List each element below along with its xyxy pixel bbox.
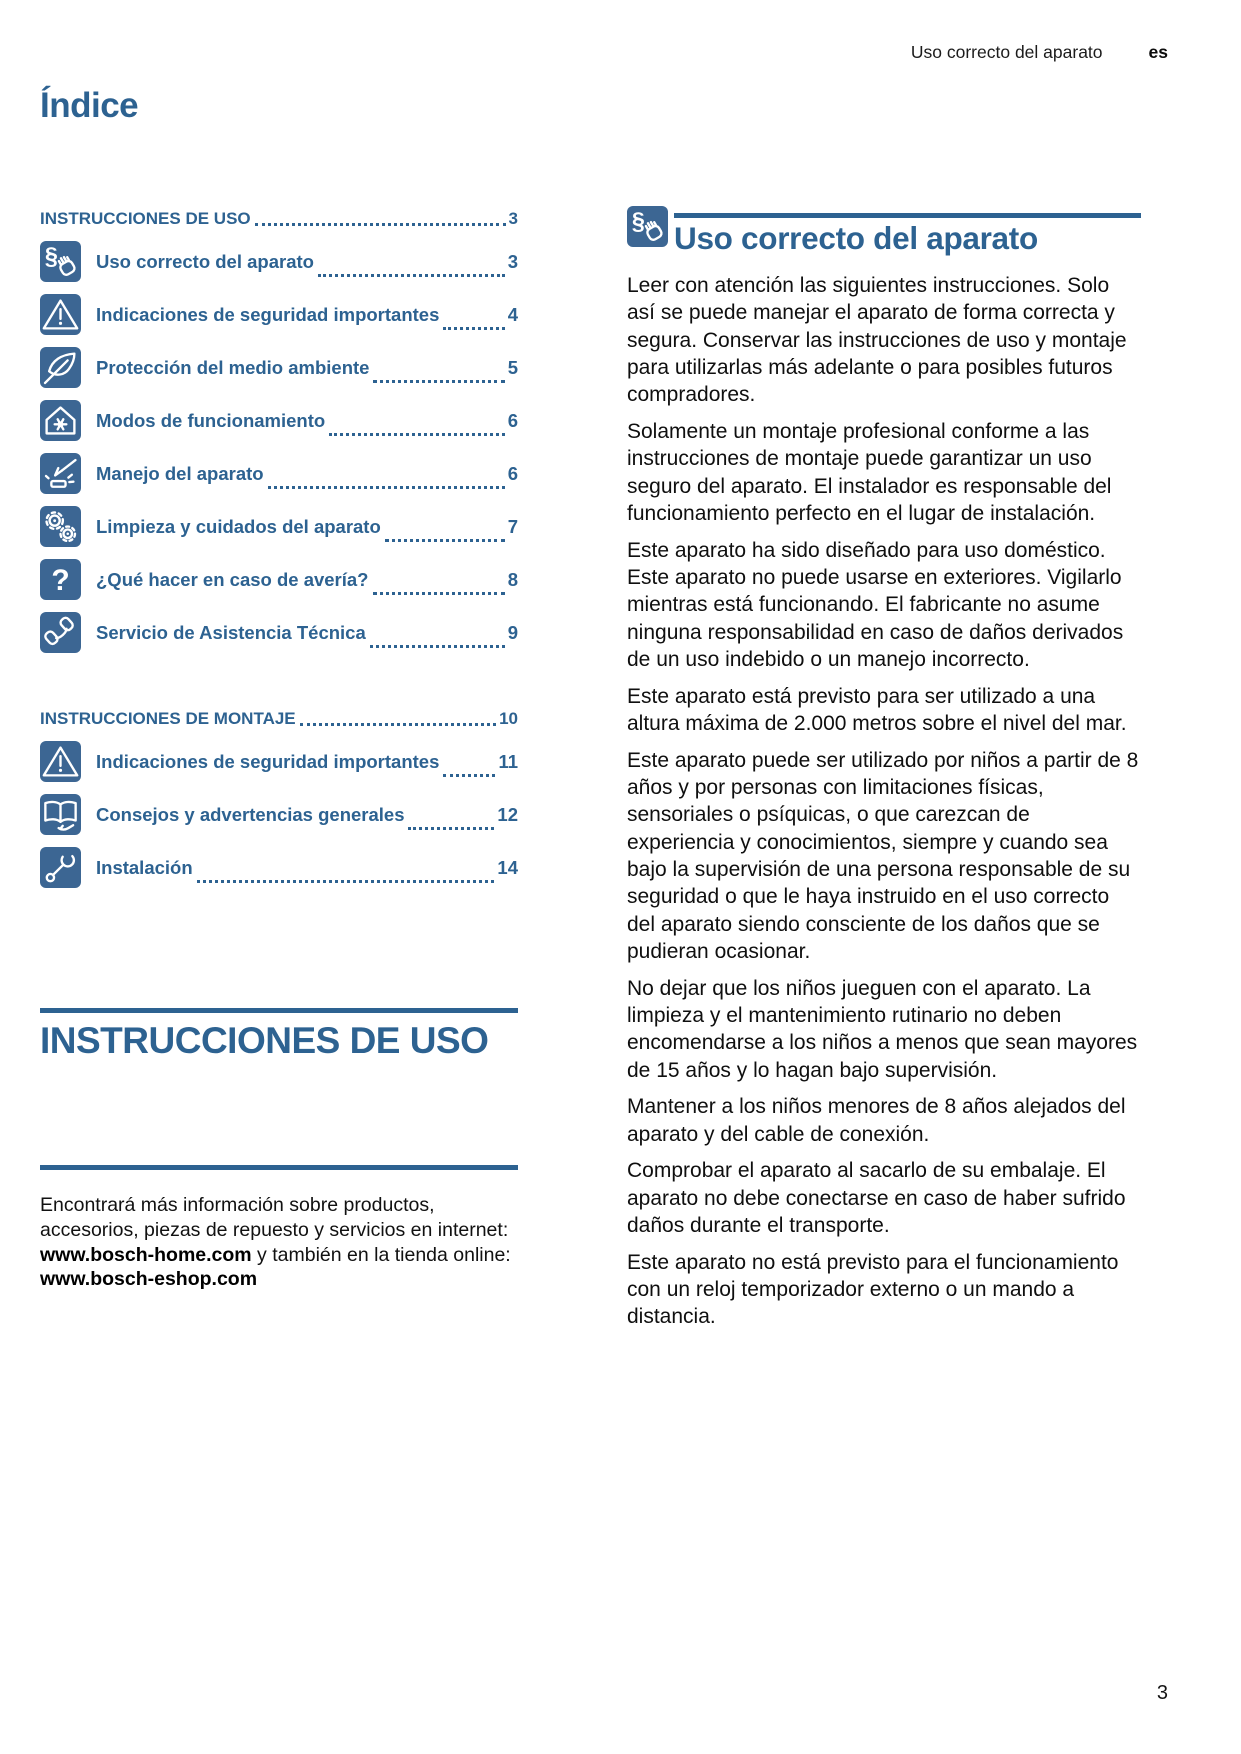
warning-triangle-icon [40,741,81,782]
more-info-paragraph [40,1193,518,1292]
toc-page-number: 3 [508,209,518,228]
bosch-eshop-link[interactable]: www.bosch-eshop.com [40,1268,258,1291]
section-heading: Uso correcto del aparato [674,220,1038,256]
warning-triangle-icon [40,294,81,335]
dotted-leader [318,274,505,277]
section-sign-hand-icon [627,206,668,247]
dotted-leader [373,380,504,383]
toc-section-uso[interactable] [40,209,518,229]
toc-section-label: INSTRUCCIONES DE USO [40,209,251,228]
body-text [627,272,1141,1331]
toc-item-consejos[interactable]: Consejos y advertencias generales 12 [40,794,518,835]
dotted-leader [443,774,495,777]
svg-text:?: ? [51,563,70,597]
running-header [911,42,1168,63]
paragraph: Este aparato no está previsto para el funcionamiento con un reloj temporizador externo o un mando a distancia. [627,1250,1119,1329]
book-hand-icon [40,794,81,835]
bosch-home-link[interactable]: www.bosch-home.com [40,1243,252,1266]
dotted-leader [373,592,505,595]
dotted-leader [268,486,505,489]
toc-item-modos[interactable]: Modos de funcionamiento 6 [40,400,518,441]
more-info-text: Encontrará más información sobre productos, accesorios, piezas de repuesto y servicios en internet: [40,1194,509,1241]
table-of-contents [40,209,518,888]
dotted-leader [197,880,495,883]
dotted-leader [385,539,505,542]
svg-text:§: § [631,208,645,235]
paragraph: Comprobar el aparato al sacarlo de su embalaje. El aparato no debe conectarse en caso de haber sufrido daños durante el transporte. [627,1159,1126,1237]
toc-item-uso-correcto[interactable]: § Uso correcto del aparato 3 [40,241,518,282]
toc-page-number: 10 [499,709,518,728]
section-heading-row [627,206,1141,257]
toc-item-manejo[interactable]: Manejo del aparato 6 [40,453,518,494]
dotted-leader [255,223,506,226]
paragraph: No dejar que los niños jueguen con el aparato. La limpieza y el mantenimiento rutinario no deben encomendarse a los niños a menos que sean mayores de 15 años y lo hagan bajo supervisión. [627,976,1138,1082]
toc-item-seguridad-montaje[interactable]: Indicaciones de seguridad importantes 11 [40,741,518,782]
section-sign-hand-icon [40,241,81,282]
house-fan-icon [40,400,81,441]
paragraph: Solamente un montaje profesional conforme a las instrucciones de montaje puede garantizar un uso seguro del aparato. El instalador es responsable del funcionamiento perfecto en el lugar de instalación. [627,419,1112,525]
paragraph: Mantener a los niños menores de 8 años alejados del aparato y del cable de conexión. [627,1095,1126,1146]
section-heading-right [674,206,1141,257]
toc-item-limpieza[interactable]: Limpieza y cuidados del aparato 7 [40,506,518,547]
dotted-leader [329,433,505,436]
paragraph: Este aparato puede ser utilizado por niños a partir de 8 años y por personas con limitaciones físicas, sensoriales o psíquicas, o que carezcan de experiencia y conocimientos, siempre y cuando sea bajo la supervisión de una persona responsable de su seguridad o que le haya instruido en el uso correcto del aparato siendo consciente de los daños que se pudieran ocasionar. [627,748,1139,963]
more-info-text-2: y también en la tienda online: [251,1243,511,1266]
main-content-column [627,206,1141,1340]
gears-icon [40,506,81,547]
wrench-icon [40,847,81,888]
phone-icon [40,612,81,653]
paragraph: Este aparato ha sido diseñado para uso doméstico. Este aparato no puede usarse en exteriores. Vigilarlo mientras está funcionando. El fabricante no asume ninguna responsabilidad en caso de daños derivados de un uso indebido o un manejo incorrecto. [627,538,1124,671]
instrucciones-de-uso-block [40,1008,518,1292]
section-rule-bottom [40,1165,518,1170]
page-title: Índice [40,86,139,125]
dotted-leader [370,645,505,648]
toc-item-seguridad[interactable]: Indicaciones de seguridad importantes 4 [40,294,518,335]
paragraph: Leer con atención las siguientes instrucciones. Solo así se puede manejar el aparato de forma correcta y segura. Conservar las instrucciones de uso y montaje para utilizarlas más adelante o para posibles futuros compradores. [627,274,1127,407]
paragraph: Este aparato está previsto para ser utilizado a una altura máxima de 2.000 metros sobre el nivel del mar. [627,684,1127,735]
question-mark-icon [40,559,81,600]
toc-section-montaje[interactable] [40,709,518,729]
dotted-leader [300,723,496,726]
toc-item-medio-ambiente[interactable]: Protección del medio ambiente 5 [40,347,518,388]
toc-section-label: INSTRUCCIONES DE MONTAJE [40,709,296,728]
toc-item-instalacion[interactable]: Instalación 14 [40,847,518,888]
svg-text:§: § [44,243,58,270]
leaf-icon [40,347,81,388]
section-big-heading: INSTRUCCIONES DE USO [40,1020,489,1061]
running-header-section: Uso correcto del aparato [910,42,1103,62]
section-rule-top [40,1008,518,1013]
dotted-leader [408,827,494,830]
heading-rule [674,213,1141,218]
hand-press-icon [40,453,81,494]
toc-item-servicio[interactable]: Servicio de Asistencia Técnica 9 [40,612,518,653]
language-code: es [1148,42,1168,62]
page-number: 3 [1156,1682,1168,1704]
dotted-leader [443,327,504,330]
toc-item-averia[interactable]: ? ¿Qué hacer en caso de avería? 8 [40,559,518,600]
